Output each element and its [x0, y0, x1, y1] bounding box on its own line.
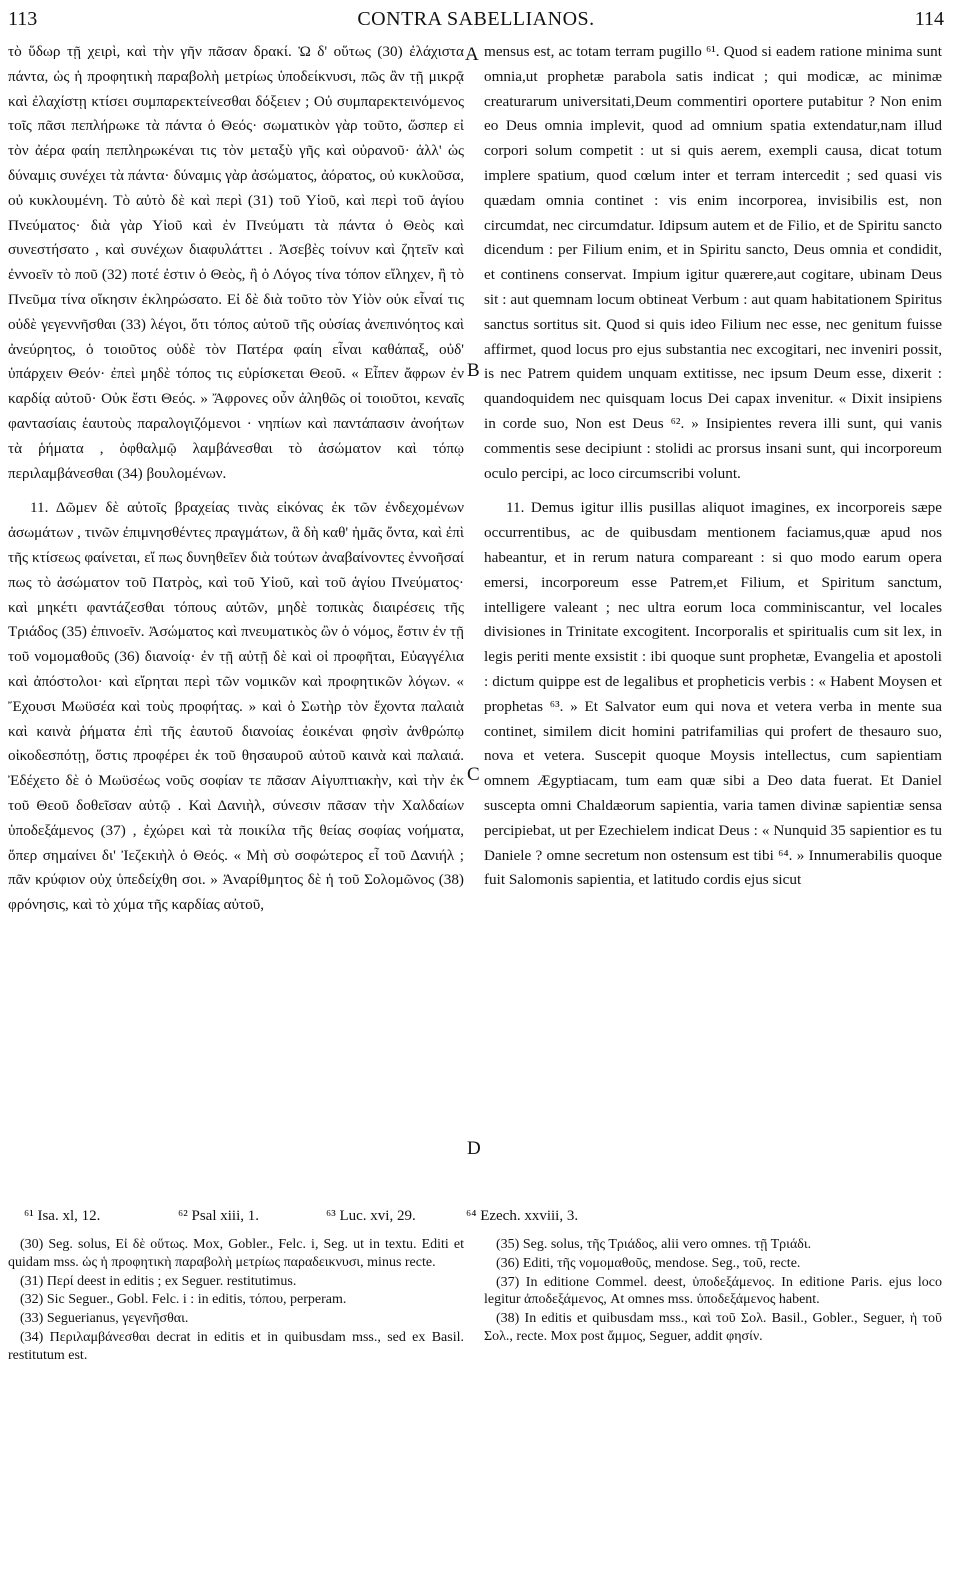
- greek-column: [8, 40, 464, 918]
- latin-column: [484, 40, 942, 893]
- margin-letter-c: C: [467, 764, 480, 785]
- note-33: (33) Seguerianus, γεγενῆσθαι.: [20, 1311, 189, 1327]
- greek-paragraph-1: τὸ ὕδωρ τῇ χειρὶ, καὶ τὴν γῆν πᾶσαν δρακί. Ὡ δ' οὕτως (30) ἐλάχιστα πάντα, ὡς ἡ προφητικὴ παραβολὴ μετρίως ὑποδείκνυσι, πῶς ἂν τῇ μικρᾷ καὶ ἐλαχίστῃ κτίσει συμπαρεκτείνεσθαι δόξειεν ; Οὐ συμπαρεκτεινόμενος τοῖς πᾶσι πεπλήρωκε τὰ πάντα ὁ Θεός· σωματικὸν γὰρ τοῦτο, ὥσπερ εἰ τὸν ἀέρα φαίη πεπληρωκέναι τις τὸν μεταξὺ γῆς καὶ οὐρανοῦ· ἀλλ' ὡς δύναμις συνέχει τὰ πάντα· δύναμις γὰρ ἀσώματος, ἀόρατος, οὐ κυκλοῦσα, οὐ κυκλουμένη. Τὸ αὐτὸ δὲ καὶ περὶ (31) τοῦ Υἱοῦ, καὶ περὶ τοῦ ἁγίου Πνεύματος· διὰ γὰρ Υἱοῦ καὶ ἐν Πνεύματι τὰ πάντα ὁ Θεὸς καὶ συνεστήσατο , καὶ συνέχων διαφυλάττει . Ἀσεβὲς τοίνυν καὶ ζητεῖν καὶ ἐννοεῖν τὸ ποῦ (32) ποτέ ἐστιν ὁ Θεὸς, ἢ ὁ Λόγος τίνα τόπον εἴληχεν, ἢ τὸ Πνεῦμα τίνα οἴκησιν ἐκληρώσατο. Εἰ δὲ διὰ τοῦτο τὸν Υἱὸν οὐκ εἶναί τις οὐδὲ γεγεννῆσθαι (33) λέγοι, ὅτι τόπος αὐτοῦ τῆς οὐσίας ἀνεπινόητος καὶ ἀνεύρητος, ὁ τοιοῦτος οὐδὲ τὸν Πατέρα φαίη εἶναι καθάπαξ, οὐδ' ὑπάρχειν Θεόν· ἐπεὶ μηδὲ τόπος τις εὑρίσκεται Θεοῦ. « Εἶπεν ἄφρων ἐν καρδίᾳ αὐτοῦ· Οὐκ ἔστι Θεός. » Ἄφρονες οὖν ἀληθῶς οἱ τοιοῦτοι, κεναῖς φαντασίαις ἑαυτοὺς παραλογιζόμενοι · νηπίων καὶ παντάπασιν ἀνοήτων τὰ ῥήματα , ὀφθαλμῷ λαμβάνεσθαι τὸ ἀσώματον καὶ τόπῳ περιλαμβάνεσθαι (34) βουλομένων.: [8, 43, 464, 482]
- note-38: (38) In editis et quibusdam mss., καὶ τοῦ Σολ. Basil., Gobler., Seguer, ἡ τοῦ Σολ., recte. Mox post ἄμμος, Seguer, addit φησίν.: [484, 1311, 942, 1344]
- note-32: (32) Sic Seguer., Gobl. Felc. i : in editis, τόπου, perperam.: [20, 1292, 347, 1308]
- note-34: (34) Περιλαμβάνεσθαι decrat in editis et in quibusdam mss., sed ex Basil. restitutum est.: [8, 1329, 464, 1363]
- margin-letter-d: D: [467, 1138, 481, 1159]
- note-37: (37) In editione Commel. deest, ὑποδεξάμενος. In editione Paris. ejus loco legitur ἀποδεξάμενος, At omnes mss. ὑποδεξάμενος habent.: [484, 1274, 942, 1308]
- right-page-number: 114: [914, 8, 944, 30]
- reference-64: ⁶⁴ Ezech. xxviii, 3.: [466, 1208, 579, 1224]
- reference-62: ⁶² Psal xiii, 1.: [178, 1208, 259, 1224]
- latin-paragraph-2: 11. Demus igitur illis pusillas aliquot imagines, ex incorporeis sæpe occurrentibus, ac de quibusdam mentionem faciamus,quæ apud nos habeantur, et in rerum natura compareant : si quo modo earum opera emersi, incorporeum esse Patrem,et Filium, et Spiritum sanctum, intelligere valeant ; nec ultra eorum loca comminiscantur, vel locales divisiones in Trinitate excogitent. Incorporalis et spiritualis cum sit lex, in legis periti mente exsistit : ibi quoque sunt prophetæ, Evangelia et apostoli : dictum quippe est de legalibus et propheticis verbis : « Habent Moysen et prophetas ⁶³. » Et Salvator eum qui nova et vetera verba in mente sua continet, similem dicit homini patrifamilias qui profert de thesauro suo, nova et vetera. Suscepit quoque Moysis intellectus, cum sapientiam omnem Ægyptiacam, tum eam quæ sibi a Deo data fuerat. Et Daniel suscepta omni Chaldæorum sapientia, varia tamen divinæ sapientiæ sensa percipiebat, ut per Ezechielem indicat Deus : « Nunquid 35 sapientior es tu Daniele ? omne secretum non ostensum est tibi ⁶⁴. » Innumerabilis quoque fuit Salomonis sapientia, et latitudo cordis ejus sicut: [484, 499, 942, 889]
- note-30: (30) Seg. solus, Εἰ δὲ οὕτως. Mox, Gobler., Felc. i, Seg. ut in textu. Editi et quidam mss. ὡς ἡ προφητικὴ παραβολὴ μετρίως παραδεικνυσι, minus recte.: [8, 1237, 464, 1270]
- reference-63: ⁶³ Luc. xvi, 29.: [326, 1208, 416, 1224]
- critical-notes-left: [8, 1236, 464, 1366]
- critical-notes-right: [484, 1236, 942, 1347]
- note-31: (31) Περί deest in editis ; ex Seguer. restitutimus.: [20, 1273, 297, 1289]
- reference-61: ⁶¹ Isa. xl, 12.: [24, 1208, 101, 1224]
- margin-letter-a: A: [465, 44, 479, 65]
- margin-letter-b: B: [467, 360, 480, 381]
- latin-paragraph-1: mensus est, ac totam terram pugillo ⁶¹. Quod si eadem ratione minima sunt omnia,ut prophetæ parabola satis indicat ; qui modicæ, ac minimæ creaturarum universitati,Deum commentiri oportere putabitur ? Non enim eo Deus omnia implevit, quod ad omnium spatia extendatur,nam illud corpori solum competit : ut si quis aerem, exempli causa, dicat totum implere spatium, quod cœlum inter et terram intercedit ; sed quasi vis quædam omnia continet : vis enim incorporea, invisibilis est, non circumdat, nec circumdatur. Idipsum autem et de Filio, et de Spiritu sancto dicendum : per Filium enim, et in Spiritu sancto, Deus omnia et condidit, et continens conservat. Impium igitur quærere,aut cogitare, ubinam Deus sit : aut quemnam locum obtineat Verbum : aut quam habitationem Spiritus sanctus sortitus sit. Quod si quis ideo Filium nec esse, nec genitum fuisse affirmet, quod locus pro ejus substantia nec excogitari, nec inveniri possit, is nec Patrem quidem unquam extitisse, nec ipsum Deum esse, dixerit : quandoquidem nec quisquam locus Dei capax invenitur. « Dixit insipiens in corde suo, Non est Deus ⁶². » Insipientes revera illi sunt, qui vanis commentis sese decipiunt : stolidi ac prorsus insani sunt, qui incorporeum oculo percipi, ac loco circumscribi volunt.: [484, 43, 942, 482]
- note-35: (35) Seg. solus, τῆς Τριάδος, alii vero omnes. τῇ Τριάδι.: [496, 1237, 812, 1252]
- page-header: [8, 8, 944, 38]
- running-title: CONTRA SABELLIANOS.: [357, 8, 595, 30]
- left-page-number: 113: [8, 8, 38, 30]
- note-36: (36) Editi, τῆς νομομαθοῦς, mendose. Seg., τοῦ, recte.: [496, 1255, 801, 1271]
- greek-paragraph-2: 11. Δῶμεν δὲ αὐτοῖς βραχείας τινὰς εἰκόνας ἐκ τῶν ἐνδεχομένων ἀσωμάτων , τινῶν ἐπιμνησθέντες πραγμάτων, ἃ δὴ καθ' ἡμᾶς ὄντα, καὶ ἐπὶ τῆς κτίσεως φαίνεται, εἴ πως δυνηθεῖεν διὰ τούτων ἀναβαίνοντες ἐννοῆσαί πως τὸ ἀσώματον τοῦ Πατρὸς, καὶ τοῦ Υἱοῦ, καὶ τοῦ ἁγίου Πνεύματος· καὶ μηκέτι φαντάζεσθαι τόπους αὐτῶν, μηδὲ τοπικὰς διαιρέσεις τῆς Τριάδος (35) ἐπινοεῖν. Ἀσώματος καὶ πνευματικὸς ὢν ὁ νόμος, ἔστιν ἐν τῇ τοῦ νομομαθοῦς (36) διανοίᾳ· ἐν τῇ αὐτῇ δὲ καὶ οἱ προφῆται, Εὐαγγέλια καὶ ἀπόστολοι· καὶ εἴρηται περὶ τῶν νομικῶν καὶ προφητικῶν λόγων. « Ἔχουσι Μωϋσέα καὶ τοὺς προφήτας. » καὶ ὁ Σωτὴρ τὸν ἔχοντα παλαιὰ καὶ καινὰ ῥήματα ἐπὶ τῆς ἑαυτοῦ διανοίας ἐοικέναι φησὶν ἀνθρώπῳ οἰκοδεσπότῃ, ὅστις προφέρει ἐκ τοῦ θησαυροῦ αὐτοῦ καινὰ καὶ παλαιά. Ἐδέχετο δὲ ὁ Μωϋσέως νοῦς σοφίαν τε πᾶσαν Αἰγυπτιακὴν, καὶ τὴν ἐκ τοῦ Θεοῦ δοθεῖσαν αὐτῷ . Καὶ Δανιὴλ, σύνεσιν πᾶσαν τὴν Χαλδαίων ὑποδεξάμενος (37) , ἐχώρει καὶ τὰ ποικίλα τῆς θείας σοφίας νοήματα, ὅπερ σημαίνει δι' Ἰεζεκιὴλ ὁ Θεός. « Μὴ σὺ σοφώτερος εἶ τοῦ Δανιήλ ; πᾶν κρύφιον οὐχ ὑπεδείχθη σοι. » Ἀναρίθμητος δὲ ἡ τοῦ Σολομῶνος (38) φρόνησις, καὶ τὸ χύμα τῆς καρδίας αὐτοῦ,: [8, 499, 464, 914]
